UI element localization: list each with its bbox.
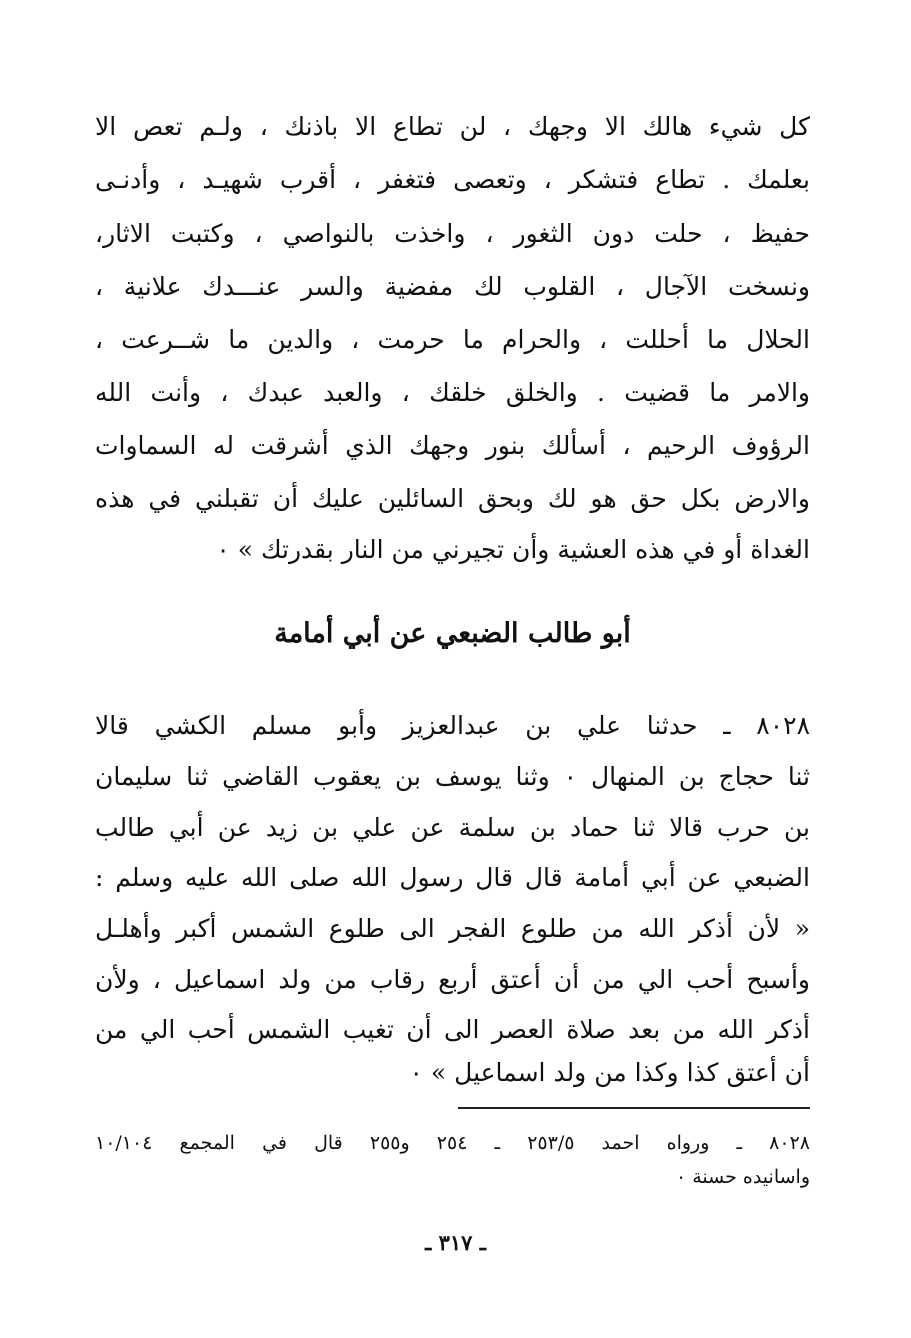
text-line: والامر ما قضيت . والخلق خلقك ، والعبد عبدك ، وأنت الله <box>95 378 810 407</box>
page-number: ـ ٣١٧ ـ <box>425 1230 486 1255</box>
text-line: بن حرب قالا ثنا حماد بن سلمة عن علي بن زيد عن أبي طالب <box>95 813 810 842</box>
section-heading: أبو طالب الضبعي عن أبي أمامة <box>274 618 631 649</box>
text-line: والارض بكل حق هو لك وبحق السائلين عليك أن تقبلني في هذه <box>95 484 810 513</box>
text-line: الرؤوف الرحيم ، أسألك بنور وجهك الذي أشرقت له السماوات <box>95 431 810 460</box>
text-line: حفيظ ، حلت دون الثغور ، واخذت بالنواصي ، وكتبت الاثار، <box>95 219 810 248</box>
text-line: ثنا حجاج بن المنهال ٠ وثنا يوسف بن يعقوب القاضي ثنا سليمان <box>95 762 810 791</box>
text-line: بعلمك . تطاع فتشكر ، وتعصى فتغفر ، أقرب شهيـد ، وأدنـى <box>95 165 810 194</box>
footnote-divider <box>458 1107 810 1109</box>
footnote-line: ٨٠٢٨ ـ ورواه احمد ٢٥٣/٥ ـ ٢٥٤ و٢٥٥ قال في المجمع ١٠/١٠٤ <box>95 1132 810 1154</box>
text-line: الحلال ما أحللت ، والحرام ما حرمت ، والدين ما شــرعت ، <box>95 325 810 354</box>
text-line: أذكر الله من بعد صلاة العصر الى أن تغيب الشمس أحب الي من <box>95 1015 810 1044</box>
text-line: وأسبح أحب الي من أن أعتق أربع رقاب من ولد اسماعيل ، ولأن <box>95 965 810 994</box>
footnote-line: واسانيده حسنة ٠ <box>675 1166 810 1188</box>
text-line: « لأن أذكر الله من طلوع الفجر الى طلوع الشمس أكبر وأهلـل <box>95 914 810 943</box>
text-line: ٨٠٢٨ ـ حدثنا علي بن عبدالعزيز وأبو مسلم الكشي قالا <box>95 711 810 740</box>
text-line: كل شيء هالك الا وجهك ، لن تطاع الا باذنك ، ولـم تعص الا <box>95 112 810 141</box>
text-line: الغداة أو في هذه العشية وأن تجيرني من النار بقدرتك » ٠ <box>216 535 810 564</box>
text-line: ونسخت الآجال ، القلوب لك مفضية والسر عنـــدك علانية ، <box>95 272 810 301</box>
text-line: أن أعتق كذا وكذا من ولد اسماعيل » ٠ <box>409 1058 810 1087</box>
text-line: الضبعي عن أبي أمامة قال قال رسول الله صلى الله عليه وسلم : <box>95 863 810 892</box>
